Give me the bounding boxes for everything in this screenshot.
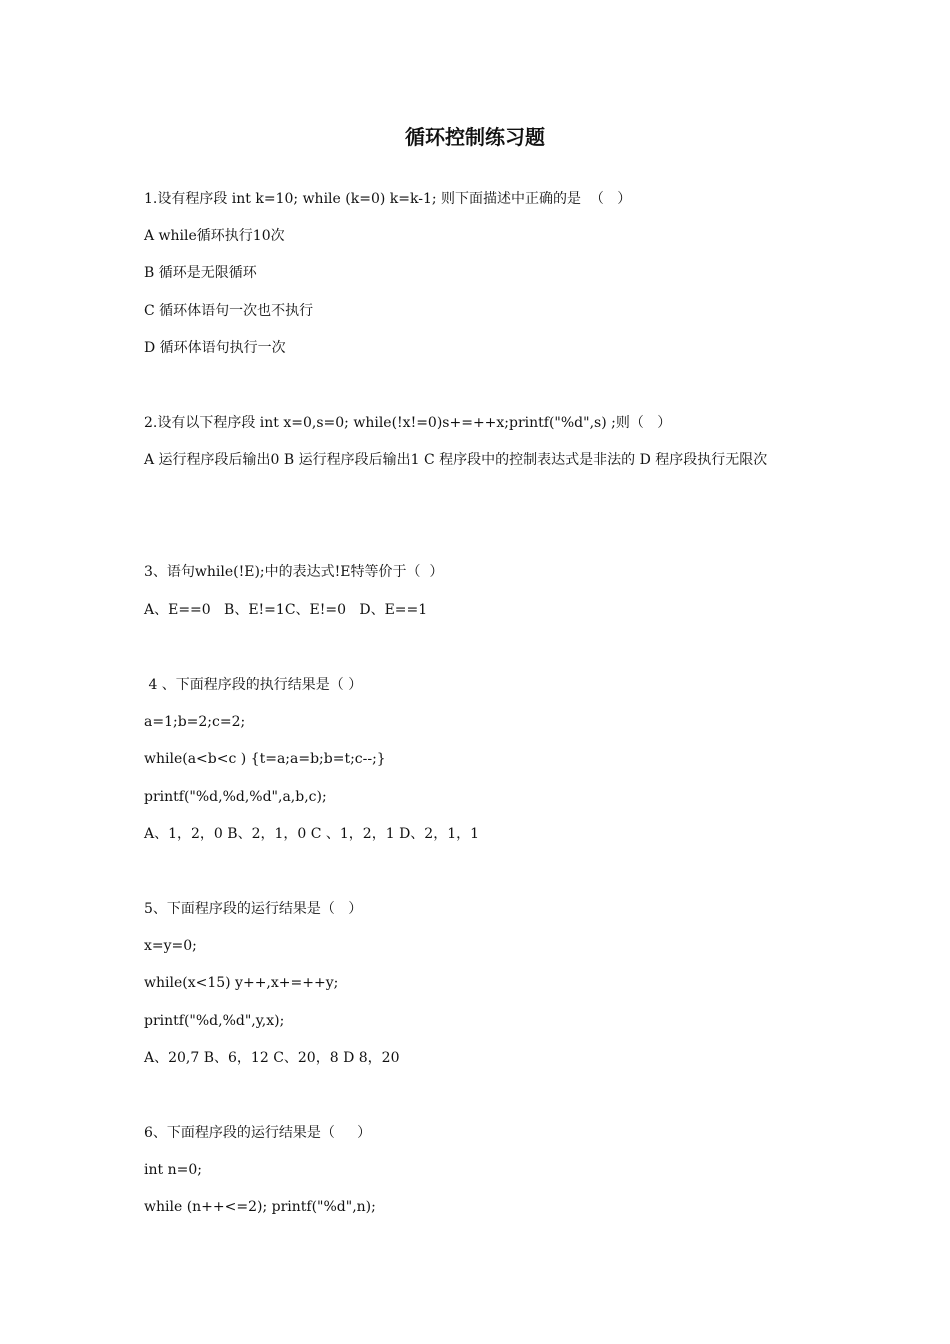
q5-options: A、20,7 B、6，12 C、20，8 D 8，20 bbox=[144, 1050, 400, 1066]
q5-code-line: while(x<15) y++,x+=++y; bbox=[144, 975, 339, 991]
q1-option-b: B 循环是无限循环 bbox=[144, 265, 257, 281]
q1-option-d: D 循环体语句执行一次 bbox=[144, 340, 286, 356]
q5-stem: 5、下面程序段的运行结果是（ ） bbox=[144, 901, 363, 917]
q4-options: A、1，2，0 B、2，1，0 C 、1，2，1 D、2，1，1 bbox=[144, 826, 480, 842]
q4-code-line: printf("%d,%d,%d",a,b,c); bbox=[144, 789, 327, 805]
q5-code-line: x=y=0; bbox=[144, 938, 197, 954]
page-title: 循环控制练习题 bbox=[405, 125, 545, 149]
q5-code-line: printf("%d,%d",y,x); bbox=[144, 1013, 285, 1029]
q3-stem: 3、语句while(!E);中的表达式!E特等价于（ ） bbox=[144, 564, 444, 580]
q4-code-line: while(a<b<c ) {t=a;a=b;b=t;c--;} bbox=[144, 751, 386, 767]
q6-code-line: while (n++<=2); printf("%d",n); bbox=[144, 1199, 376, 1215]
q3-options: A、E==0 B、E!=1C、E!=0 D、E==1 bbox=[144, 602, 428, 618]
q2-stem: 2.设有以下程序段 int x=0,s=0; while(!x!=0)s+=++x;printf("%d",s) ;则（ ） bbox=[144, 415, 672, 431]
q1-option-a: A while循环执行10次 bbox=[144, 228, 285, 244]
q6-code-line: int n=0; bbox=[144, 1162, 202, 1178]
q1-stem: 1.设有程序段 int k=10; while (k=0) k=k-1; 则下面描述中正确的是 （ ） bbox=[144, 191, 632, 207]
q2-options: A 运行程序段后输出0 B 运行程序段后输出1 C 程序段中的控制表达式是非法的 D 程序段执行无限次 bbox=[144, 452, 768, 468]
q4-stem: 4 、下面程序段的执行结果是（ ） bbox=[144, 677, 363, 693]
q4-code-line: a=1;b=2;c=2; bbox=[144, 714, 246, 730]
q6-stem: 6、下面程序段的运行结果是（ ） bbox=[144, 1125, 372, 1141]
q1-option-c: C 循环体语句一次也不执行 bbox=[144, 303, 314, 319]
